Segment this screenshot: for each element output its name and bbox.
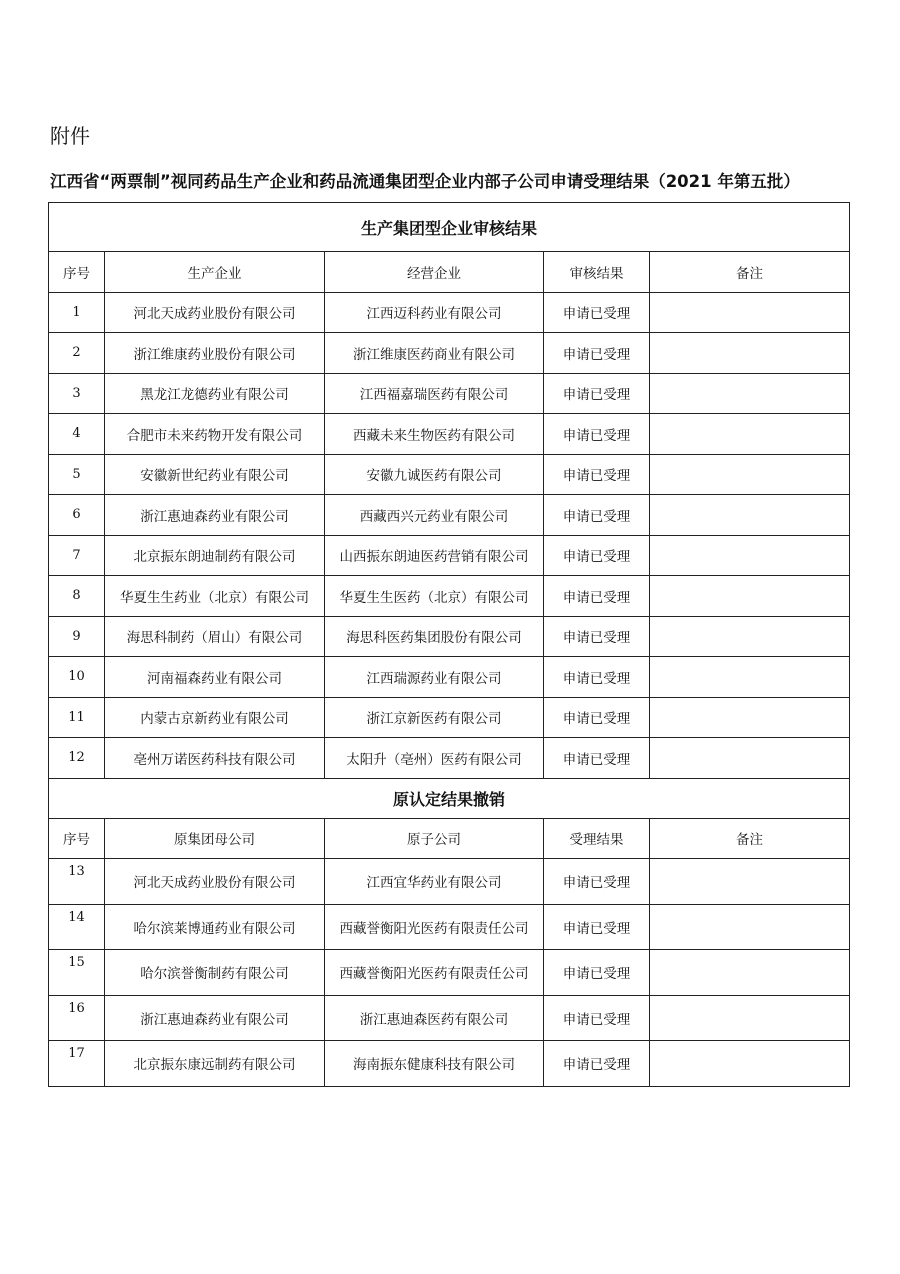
company-a: 河北天成药业股份有限公司	[105, 292, 325, 333]
result: 申请已受理	[544, 333, 650, 374]
note	[650, 535, 850, 576]
note	[650, 576, 850, 617]
header-result: 受理结果	[544, 818, 650, 859]
row-number: 2	[49, 333, 105, 374]
section-heading-row	[49, 778, 850, 818]
company-a: 河北天成药业股份有限公司	[105, 859, 325, 905]
table-row	[49, 333, 850, 374]
row-number: 5	[49, 454, 105, 495]
company-b: 江西宜华药业有限公司	[325, 859, 544, 905]
table-row	[49, 1041, 850, 1087]
company-b: 山西振东朗迪医药营销有限公司	[325, 535, 544, 576]
company-a: 北京振东朗迪制药有限公司	[105, 535, 325, 576]
header-note: 备注	[650, 252, 850, 293]
note	[650, 697, 850, 738]
company-b: 华夏生生医药（北京）有限公司	[325, 576, 544, 617]
section-heading-row	[49, 203, 850, 252]
company-a: 海思科制药（眉山）有限公司	[105, 616, 325, 657]
company-b: 浙江京新医药有限公司	[325, 697, 544, 738]
company-a: 浙江维康药业股份有限公司	[105, 333, 325, 374]
company-b: 海思科医药集团股份有限公司	[325, 616, 544, 657]
result: 申请已受理	[544, 995, 650, 1041]
company-a: 安徽新世纪药业有限公司	[105, 454, 325, 495]
header-company-a: 生产企业	[105, 252, 325, 293]
result: 申请已受理	[544, 738, 650, 779]
company-a: 哈尔滨誉衡制药有限公司	[105, 950, 325, 996]
row-number: 6	[49, 495, 105, 536]
section-heading: 生产集团型企业审核结果	[49, 203, 850, 252]
company-b: 江西瑞源药业有限公司	[325, 657, 544, 698]
table-row	[49, 414, 850, 455]
row-number: 13	[49, 859, 105, 905]
company-a: 黑龙江龙德药业有限公司	[105, 373, 325, 414]
company-b: 江西福嘉瑞医药有限公司	[325, 373, 544, 414]
company-b: 海南振东健康科技有限公司	[325, 1041, 544, 1087]
row-number: 11	[49, 697, 105, 738]
company-b: 西藏誉衡阳光医药有限责任公司	[325, 904, 544, 950]
header-company-b: 原子公司	[325, 818, 544, 859]
table-row	[49, 535, 850, 576]
row-number: 3	[49, 373, 105, 414]
company-b: 太阳升（亳州）医药有限公司	[325, 738, 544, 779]
result: 申请已受理	[544, 1041, 650, 1087]
result: 申请已受理	[544, 616, 650, 657]
row-number: 7	[49, 535, 105, 576]
company-b: 安徽九诚医药有限公司	[325, 454, 544, 495]
document-title: 江西省“两票制”视同药品生产企业和药品流通集团型企业内部子公司申请受理结果（2021 年第五批）	[50, 172, 800, 191]
note	[650, 657, 850, 698]
result: 申请已受理	[544, 904, 650, 950]
note	[650, 995, 850, 1041]
results-table	[48, 202, 850, 1087]
result: 申请已受理	[544, 697, 650, 738]
row-number: 12	[49, 738, 105, 779]
result: 申请已受理	[544, 535, 650, 576]
table-row	[49, 995, 850, 1041]
table-row	[49, 576, 850, 617]
note	[650, 495, 850, 536]
company-a: 浙江惠迪森药业有限公司	[105, 495, 325, 536]
header-company-a: 原集团母公司	[105, 818, 325, 859]
table-row	[49, 495, 850, 536]
header-company-b: 经营企业	[325, 252, 544, 293]
company-b: 西藏誉衡阳光医药有限责任公司	[325, 950, 544, 996]
row-number: 1	[49, 292, 105, 333]
row-number: 8	[49, 576, 105, 617]
row-number: 9	[49, 616, 105, 657]
header-seq: 序号	[49, 252, 105, 293]
note	[650, 616, 850, 657]
table-row	[49, 950, 850, 996]
company-a: 河南福森药业有限公司	[105, 657, 325, 698]
table-row	[49, 454, 850, 495]
note	[650, 738, 850, 779]
table-row	[49, 373, 850, 414]
row-number: 15	[49, 950, 105, 996]
company-a: 北京振东康远制药有限公司	[105, 1041, 325, 1087]
result: 申请已受理	[544, 414, 650, 455]
column-header-row	[49, 818, 850, 859]
company-b: 江西迈科药业有限公司	[325, 292, 544, 333]
company-a: 哈尔滨莱博通药业有限公司	[105, 904, 325, 950]
row-number: 10	[49, 657, 105, 698]
row-number: 14	[49, 904, 105, 950]
company-a: 浙江惠迪森药业有限公司	[105, 995, 325, 1041]
note	[650, 1041, 850, 1087]
column-header-row	[49, 252, 850, 293]
table-row	[49, 859, 850, 905]
note	[650, 950, 850, 996]
company-a: 合肥市未来药物开发有限公司	[105, 414, 325, 455]
table-row	[49, 657, 850, 698]
header-seq: 序号	[49, 818, 105, 859]
row-number: 17	[49, 1041, 105, 1087]
note	[650, 454, 850, 495]
section-heading: 原认定结果撤销	[49, 778, 850, 818]
result: 申请已受理	[544, 657, 650, 698]
header-result: 审核结果	[544, 252, 650, 293]
row-number: 16	[49, 995, 105, 1041]
result: 申请已受理	[544, 495, 650, 536]
attachment-label: 附件	[50, 124, 90, 148]
note	[650, 859, 850, 905]
note	[650, 292, 850, 333]
result: 申请已受理	[544, 373, 650, 414]
table-row	[49, 697, 850, 738]
note	[650, 904, 850, 950]
result: 申请已受理	[544, 292, 650, 333]
note	[650, 333, 850, 374]
note	[650, 414, 850, 455]
company-b: 西藏西兴元药业有限公司	[325, 495, 544, 536]
company-b: 浙江维康医药商业有限公司	[325, 333, 544, 374]
result: 申请已受理	[544, 454, 650, 495]
header-note: 备注	[650, 818, 850, 859]
table-row	[49, 904, 850, 950]
result: 申请已受理	[544, 859, 650, 905]
company-a: 亳州万诺医药科技有限公司	[105, 738, 325, 779]
note	[650, 373, 850, 414]
table-row	[49, 292, 850, 333]
result: 申请已受理	[544, 950, 650, 996]
company-b: 西藏未来生物医药有限公司	[325, 414, 544, 455]
company-a: 华夏生生药业（北京）有限公司	[105, 576, 325, 617]
company-b: 浙江惠迪森医药有限公司	[325, 995, 544, 1041]
table-row	[49, 738, 850, 779]
row-number: 4	[49, 414, 105, 455]
result: 申请已受理	[544, 576, 650, 617]
company-a: 内蒙古京新药业有限公司	[105, 697, 325, 738]
table-row	[49, 616, 850, 657]
